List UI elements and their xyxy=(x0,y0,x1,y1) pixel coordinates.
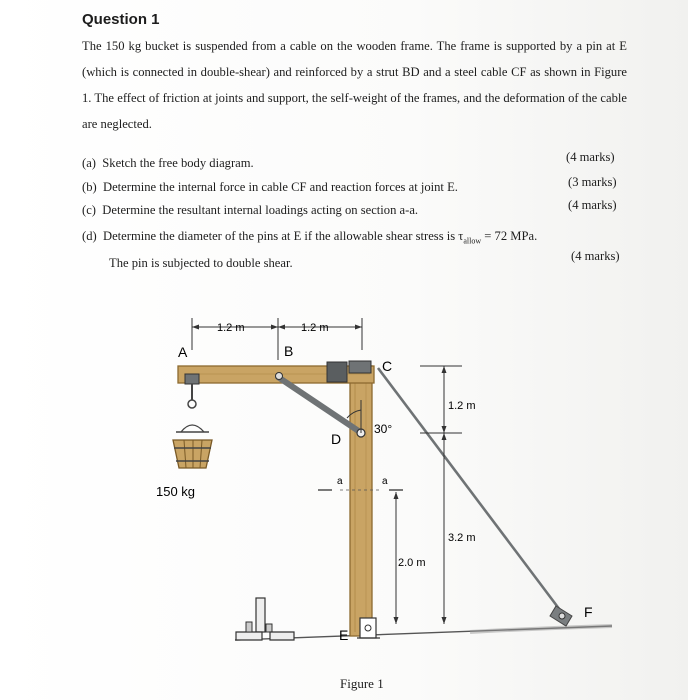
angle-label: 30° xyxy=(374,422,393,436)
part-b-label: (b) xyxy=(82,180,97,194)
bracket-c xyxy=(327,362,347,382)
point-d-label: D xyxy=(331,431,342,447)
section-label-left: a xyxy=(337,476,343,487)
pin-detail-sketch xyxy=(236,598,294,640)
point-e-label: E xyxy=(339,627,349,643)
part-d-label: (d) xyxy=(82,229,97,243)
strut-bd xyxy=(278,377,360,432)
part-c-text: Determine the resultant internal loadings acting on section a-a. xyxy=(102,203,419,217)
part-a-text: Sketch the free body diagram. xyxy=(102,156,254,170)
part-a-marks: (4 marks) xyxy=(566,150,615,164)
part-b-marks: (3 marks) xyxy=(568,175,617,189)
point-f-label: F xyxy=(584,604,593,620)
point-c-label: C xyxy=(382,358,393,374)
bucket-hook xyxy=(185,374,199,408)
part-d-text: Determine the diameter of the pins at E if the allowable shear stress is τ xyxy=(102,229,464,243)
question-intro: The 150 kg bucket is suspended from a cable on the wooden frame. The frame is supported by a pin at E (which is connected in double-shear) and reinforced by a strut BD and a steel cable CF as shown in Figure 1. The effect of friction at joints and support, the self-weight of the frames, and the deformation of the cable are neglected. xyxy=(82,39,627,131)
anchor-f xyxy=(550,606,572,626)
dim-label-right: 1.2 m xyxy=(301,322,329,334)
pin-support-e xyxy=(357,618,380,638)
point-b-label: B xyxy=(284,343,294,359)
part-a-label: (a) xyxy=(82,156,96,170)
dim-label-post: 2.0 m xyxy=(398,557,426,569)
part-c-marks: (4 marks) xyxy=(568,198,617,212)
question-title: Question 1 xyxy=(82,11,160,28)
dim-label-left: 1.2 m xyxy=(217,322,245,334)
section-label-right: a xyxy=(382,476,388,487)
part-d-text-end: = 72 MPa. xyxy=(481,229,538,243)
bucket xyxy=(173,425,212,468)
dim-label-cable-upper: 1.2 m xyxy=(448,400,476,412)
dim-label-cable-lower: 3.2 m xyxy=(448,532,476,544)
point-a-label: A xyxy=(178,344,188,360)
part-b-text: Determine the internal force in cable CF and reaction forces at joint E. xyxy=(102,180,458,194)
part-d-subscript: allow xyxy=(463,236,482,246)
mass-label: 150 kg xyxy=(156,484,196,499)
part-d-line2: The pin is subjected to double shear. xyxy=(109,256,293,270)
part-c-label: (c) xyxy=(82,203,96,217)
figure-caption: Figure 1 xyxy=(340,676,384,691)
part-d-marks: (4 marks) xyxy=(571,249,620,263)
